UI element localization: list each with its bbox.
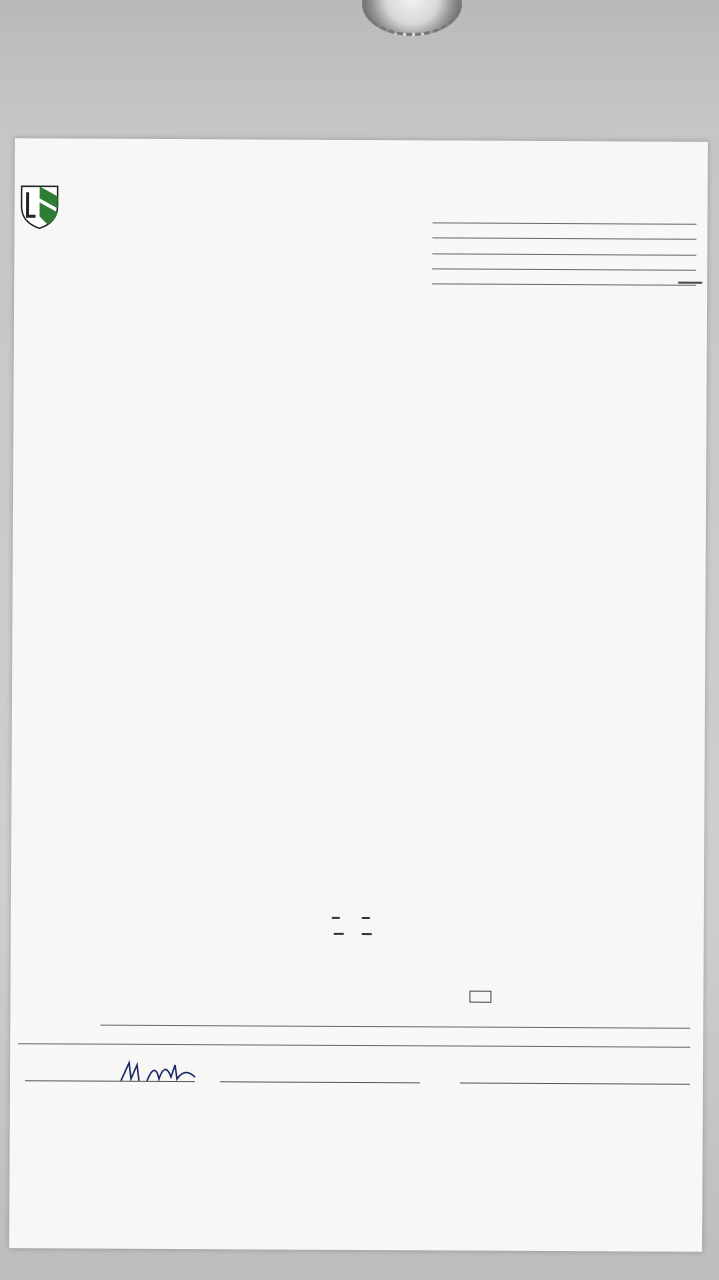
- endstand-away: [362, 917, 370, 919]
- anlagen-box: [469, 991, 491, 1003]
- checks-section: [15, 138, 708, 142]
- signature-scribble: [115, 1057, 215, 1088]
- score-sheet: [9, 138, 708, 1252]
- endstand-home: [332, 917, 340, 919]
- tab-away: [362, 933, 372, 935]
- bottle-cap: [362, 0, 462, 36]
- tab-home: [334, 933, 344, 935]
- spieltag-value: [678, 282, 702, 284]
- kvs-logo: [17, 174, 61, 224]
- away-players: [15, 138, 708, 142]
- home-players: [15, 138, 708, 142]
- category-table: [174, 209, 307, 210]
